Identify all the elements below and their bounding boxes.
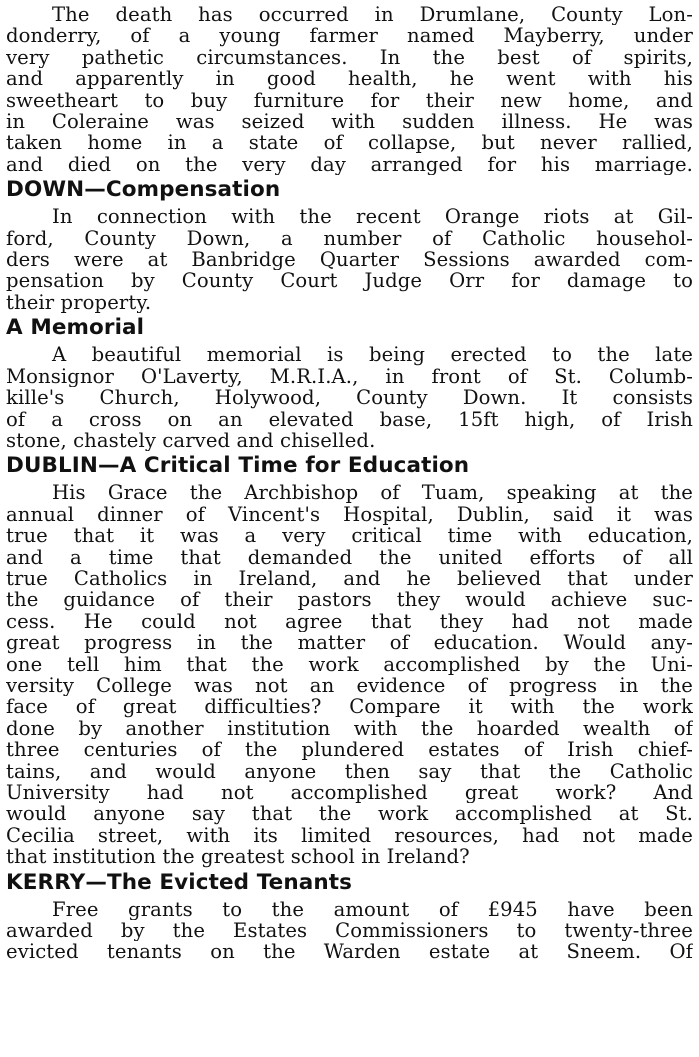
text-line: The death has occurred in Drumlane, County Lon-: [52, 4, 693, 26]
text-line: pensation by County Court Judge Orr for damage to: [6, 270, 693, 292]
text-line: tains, and would anyone then say that the Catholic: [6, 760, 693, 782]
text-line: A beautiful memorial is being erected to the late: [52, 344, 693, 366]
text-line: taken home in a state of collapse, but never rallied,: [6, 132, 693, 154]
text-line: and a time that demanded the united efforts of all: [6, 546, 693, 568]
text-line: evicted tenants on the Warden estate at Sneem. Of: [6, 941, 693, 963]
text-line: true Catholics in Ireland, and he believed that under: [6, 567, 693, 590]
text-line: Monsignor O'Laverty, M.R.I.A., in front of St. Columb-: [6, 365, 693, 388]
text-line: very pathetic circumstances. In the best of spirits,: [6, 46, 693, 69]
text-line: done by another institution with the hoarded wealth of: [6, 717, 693, 740]
headline-down-compensation: DOWN—Compensation: [6, 177, 281, 203]
headline-memorial: A Memorial: [6, 315, 145, 341]
text-line: and apparently in good health, he went with his: [6, 68, 693, 90]
text-line: Free grants to the amount of £945 have been: [52, 898, 693, 921]
text-line: in Coleraine was seized with sudden illness. He was: [6, 111, 693, 133]
text-line: of a cross on an elevated base, 15ft high, of Irish: [6, 408, 693, 430]
text-line: true that it was a very critical time with education,: [6, 525, 693, 547]
text-line: awarded by the Estates Commissioners to twenty-three: [6, 920, 693, 942]
text-line: one tell him that the work accomplished by the Uni-: [6, 653, 693, 675]
text-line: would anyone say that the work accomplished at St.: [6, 803, 693, 825]
text-line: the guidance of their pastors they would achieve suc-: [6, 589, 693, 611]
text-line: their property.: [6, 291, 152, 314]
text-line: University had not accomplished great work? And: [6, 782, 693, 804]
text-line: three centuries of the plundered estates of Irish chief-: [6, 739, 693, 761]
text-line: His Grace the Archbishop of Tuam, speaking at the: [52, 482, 693, 504]
text-line: kille's Church, Holywood, County Down. It consists: [6, 387, 693, 409]
newspaper-column: [6, 4, 693, 963]
headline-dublin-education: DUBLIN—A Critical Time for Education: [6, 453, 470, 479]
text-line: annual dinner of Vincent's Hospital, Dublin, said it was: [6, 503, 693, 526]
article-down-body: [6, 206, 693, 313]
headline-kerry-evicted-tenants: KERRY—The Evicted Tenants: [6, 869, 353, 895]
text-line: In connection with the recent Orange riots at Gil-: [52, 206, 693, 228]
text-line: donderry, of a young farmer named Mayberry, under: [6, 25, 693, 47]
text-line: Cecilia street, with its limited resources, had not made: [6, 824, 693, 847]
article-kerry-body: [6, 899, 693, 963]
text-line: ders were at Banbridge Quarter Sessions awarded com-: [6, 249, 693, 271]
text-line: versity College was not an evidence of progress in the: [6, 674, 693, 697]
article-memorial-body: [6, 344, 693, 451]
text-line: stone, chastely carved and chiselled.: [6, 429, 376, 452]
text-line: great progress in the matter of education. Would any-: [6, 632, 693, 654]
article-dublin-body: [6, 482, 693, 867]
text-line: ford, County Down, a number of Catholic househol-: [6, 227, 693, 250]
text-line: sweetheart to buy furniture for their new home, and: [6, 89, 693, 112]
text-line: and died on the very day arranged for his marriage.: [6, 153, 693, 176]
text-line: cess. He could not agree that they had not made: [6, 610, 693, 633]
text-line: face of great difficulties? Compare it with the work: [6, 696, 693, 718]
article-drumlane-body: [6, 4, 693, 175]
text-line: that institution the greatest school in Ireland?: [6, 846, 470, 868]
